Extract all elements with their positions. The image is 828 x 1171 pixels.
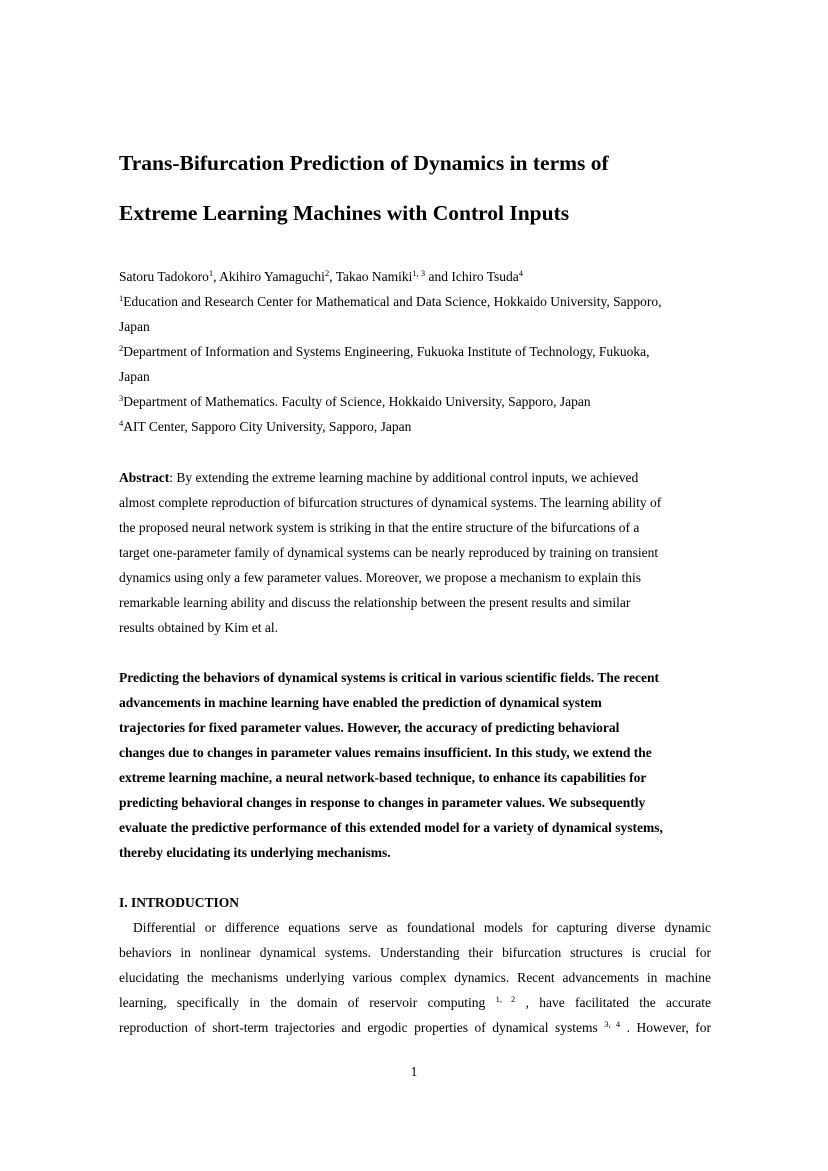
citation-sup: 1, 2 <box>495 994 516 1004</box>
abstract-text: : By extending the extreme learning machine by additional control inputs, we achieved <box>169 470 639 485</box>
significance-line: trajectories for fixed parameter values. However, the accuracy of predicting behavioral <box>119 720 620 735</box>
paper-title-line-2: Extreme Learning Machines with Control Inputs <box>119 201 570 225</box>
significance-line: advancements in machine learning have enabled the prediction of dynamical system <box>119 695 602 710</box>
author-affil-sup: 1 <box>208 268 214 278</box>
author-name: , Akihiro Yamaguchi <box>213 269 325 284</box>
author-affil-sup: 2 <box>324 268 330 278</box>
intro-line: elucidating the mechanisms underlying various complex dynamics. Recent advancements in machine <box>119 970 711 985</box>
abstract-line: remarkable learning ability and discuss the relationship between the present results and similar <box>119 595 631 610</box>
intro-line <box>119 996 711 1010</box>
author-affil-sup: 4 <box>518 268 524 278</box>
abstract-heading: Abstract <box>119 470 170 485</box>
intro-line: Differential or difference equations serve as foundational models for capturing diverse dynamic <box>133 920 711 935</box>
affiliation-sup: 3 <box>119 393 124 403</box>
abstract-line: target one-parameter family of dynamical systems can be nearly reproduced by training on transient <box>119 545 659 560</box>
affiliation-text: Education and Research Center for Mathematical and Data Science, Hokkaido University, Sapporo, <box>123 294 662 309</box>
significance-line: thereby elucidating its underlying mechanisms. <box>119 845 391 860</box>
abstract-line: dynamics using only a few parameter values. Moreover, we propose a mechanism to explain this <box>119 570 642 585</box>
author-list <box>119 270 711 284</box>
abstract-line: almost complete reproduction of bifurcation structures of dynamical systems. The learning ability of <box>119 495 662 510</box>
citation-sup: 3, 4 <box>604 1019 621 1029</box>
affiliation-sup: 2 <box>119 343 124 353</box>
author-name: , Takao Namiki <box>329 269 413 284</box>
page-number: 1 <box>410 1064 418 1079</box>
affiliation-2-cont: Japan <box>119 369 150 384</box>
introduction-heading: I. INTRODUCTION <box>119 895 240 910</box>
affiliation-2 <box>119 345 711 359</box>
significance-line: Predicting the behaviors of dynamical systems is critical in various scientific fields. The recent <box>119 670 659 685</box>
abstract-line: the proposed neural network system is striking in that the entire structure of the bifurcations of a <box>119 520 640 535</box>
affiliation-3 <box>119 395 711 409</box>
significance-line: changes due to changes in parameter values remains insufficient. In this study, we extend the <box>119 745 652 760</box>
affiliation-sup: 4 <box>119 418 124 428</box>
affiliation-1-cont: Japan <box>119 319 150 334</box>
intro-text: learning, specifically in the domain of reservoir computing <box>119 995 486 1010</box>
intro-text: , have facilitated the accurate <box>525 995 712 1010</box>
paper-title-line-1: Trans-Bifurcation Prediction of Dynamics in terms of <box>119 151 609 175</box>
affiliation-1 <box>119 295 711 309</box>
affiliation-text: Department of Information and Systems Engineering, Fukuoka Institute of Technology, Fukuoka, <box>123 344 650 359</box>
affiliation-4 <box>119 420 711 434</box>
abstract-line-1 <box>119 471 711 485</box>
abstract-line: results obtained by Kim et al. <box>119 620 278 635</box>
affiliation-sup: 1 <box>119 293 124 303</box>
significance-line: predicting behavioral changes in response to changes in parameter values. We subsequently <box>119 795 646 810</box>
author-name: and Ichiro Tsuda <box>425 269 519 284</box>
significance-line: extreme learning machine, a neural network-based technique, to enhance its capabilities for <box>119 770 647 785</box>
intro-text: . However, for <box>626 1020 712 1035</box>
author-name: Satoru Tadokoro <box>119 269 209 284</box>
affiliation-text: AIT Center, Sapporo City University, Sapporo, Japan <box>123 419 412 434</box>
intro-line <box>119 1021 711 1035</box>
author-affil-sup: 1, 3 <box>412 268 426 278</box>
intro-line: behaviors in nonlinear dynamical systems. Understanding their bifurcation structures is crucial for <box>119 945 711 960</box>
intro-text: reproduction of short-term trajectories and ergodic properties of dynamical systems <box>119 1020 598 1035</box>
affiliation-text: Department of Mathematics. Faculty of Science, Hokkaido University, Sapporo, Japan <box>123 394 591 409</box>
significance-line: evaluate the predictive performance of this extended model for a variety of dynamical systems, <box>119 820 663 835</box>
